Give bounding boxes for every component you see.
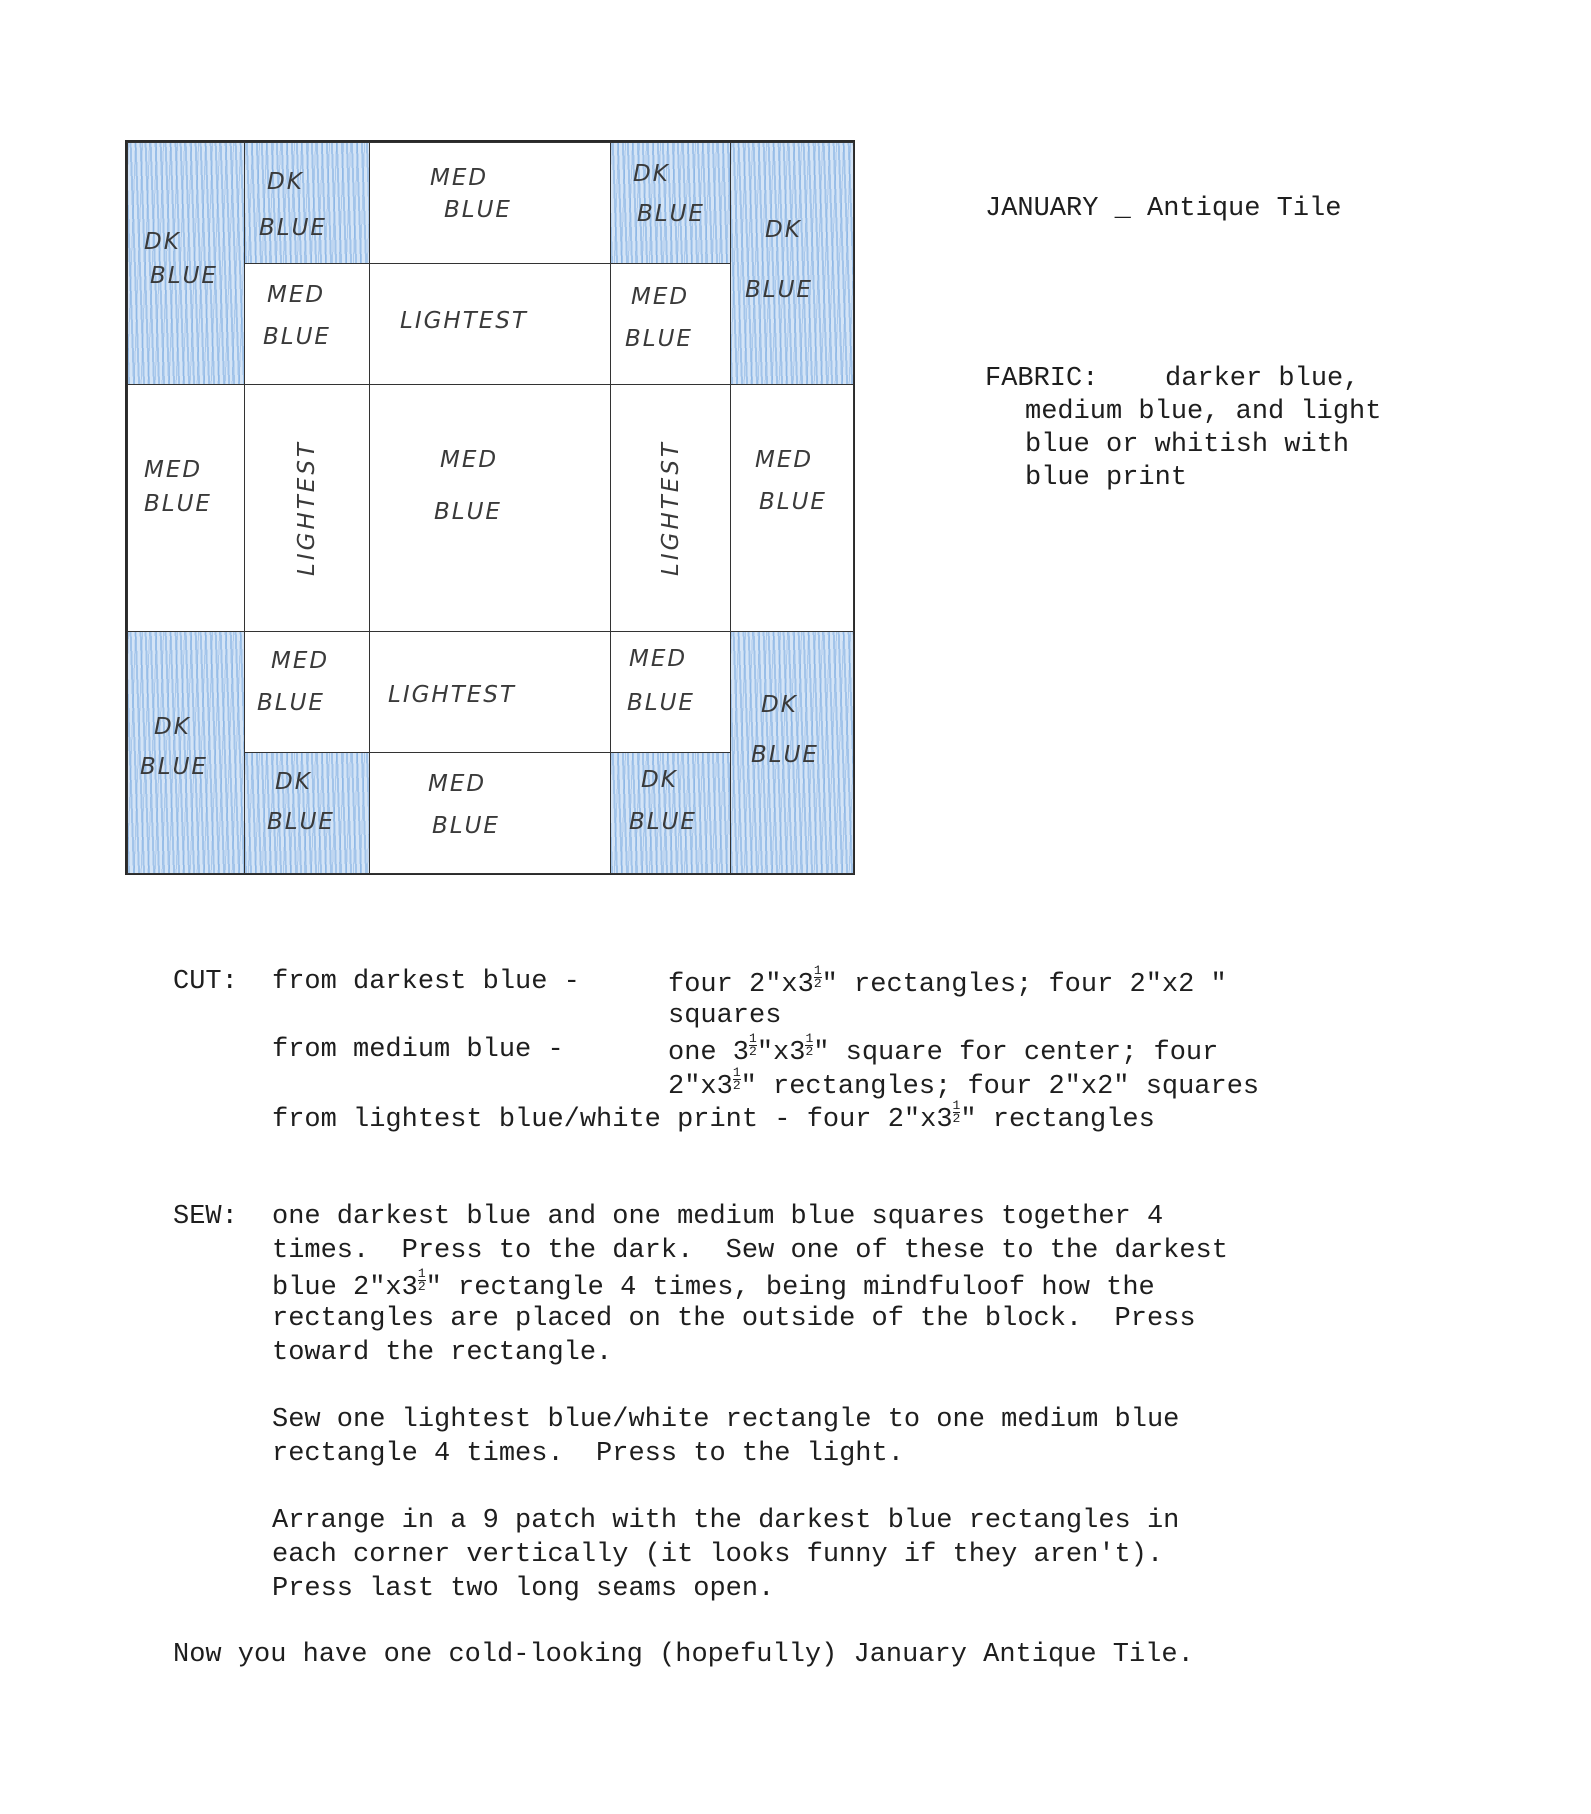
label-dk: DK (761, 692, 798, 718)
label-med: MED (629, 646, 688, 672)
label-blue: BLUE (144, 491, 212, 517)
quilt-block-diagram (125, 140, 855, 875)
med-rect-right (730, 384, 854, 632)
label-blue: BLUE (759, 489, 827, 515)
cut-text: one 3 (668, 1038, 750, 1068)
label-blue: BLUE (629, 809, 697, 835)
cut-text: four 2"x3 (806, 1105, 953, 1135)
fabric-line-1: darker blue, (1165, 364, 1360, 394)
fraction (814, 965, 822, 990)
cut-row-medium (272, 1033, 564, 1067)
page-title (985, 192, 1341, 226)
fabric-label: FABRIC: (985, 364, 1099, 394)
sew-text: blue 2"x3 (272, 1273, 418, 1303)
fraction-numerator: 1 (813, 963, 822, 978)
sew-p1-line-5: toward the rectangle. (272, 1338, 613, 1368)
sew-p3-line-1: Arrange in a 9 patch with the darkest blue rectangles in (272, 1506, 1180, 1536)
corner-rect-bottom-left (127, 631, 245, 874)
fabric-line-4: blue print (1025, 463, 1188, 493)
center-square (369, 384, 611, 632)
label-blue: BLUE (751, 742, 819, 768)
lightest-rect-top (369, 263, 611, 385)
label-med: MED (267, 282, 326, 308)
cut-row-lightest (272, 1100, 1155, 1137)
label-med: MED (430, 165, 489, 191)
label-dk: DK (633, 161, 670, 187)
sew-p3-line-3: Press last two long seams open. (272, 1574, 775, 1604)
sew-p1-line-2: times. Press to the dark. Sew one of these to the darkest (272, 1236, 1228, 1266)
lightest-rect-left (244, 384, 370, 632)
title-month: JANUARY (985, 194, 1099, 224)
sew-p1-line-3 (272, 1268, 1155, 1305)
cut-text: four 2"x3 (668, 970, 814, 1000)
fraction-denominator: 2 (805, 1044, 814, 1059)
cut-label: CUT: (173, 967, 238, 997)
lightest-rect-right (610, 384, 731, 632)
fraction-numerator: 1 (952, 1098, 961, 1113)
sew-p1-line-4: rectangles are placed on the outside of the block. Press (272, 1304, 1196, 1334)
med-rect-bottom (369, 752, 611, 874)
sew-label: SEW: (173, 1202, 238, 1232)
cut-row-medium-detail (668, 1033, 1218, 1070)
label-lightest: LIGHTEST (400, 308, 528, 334)
lightest-rect-bottom (369, 631, 611, 753)
title-separator: _ (1114, 194, 1131, 224)
label-blue: BLUE (257, 690, 325, 716)
label-med: MED (440, 447, 499, 473)
label-blue: BLUE (434, 499, 502, 525)
label-blue: BLUE (267, 809, 335, 835)
label-dk: DK (267, 169, 304, 195)
med-rect-left (127, 384, 245, 632)
cut-dash: - (774, 1105, 791, 1135)
label-lightest-vertical: LIGHTEST (657, 440, 684, 576)
corner-square-top-right (610, 142, 731, 264)
label-blue: BLUE (259, 215, 327, 241)
cut-source: from darkest blue (272, 967, 548, 997)
cut-dash: - (563, 967, 580, 997)
closing-sentence: Now you have one cold-looking (hopefully) January Antique Tile. (173, 1640, 1194, 1670)
sew-text: " rectangle 4 times, being mindfuloof how the (425, 1273, 1155, 1303)
fraction (749, 1033, 757, 1058)
label-blue: BLUE (150, 263, 218, 289)
fraction-numerator: 1 (417, 1266, 426, 1281)
cut-text: " rectangles; four 2"x2" squares (740, 1072, 1260, 1102)
med-square-upper-left (244, 263, 370, 385)
sew-p2-line-1: Sew one lightest blue/white rectangle to one medium blue (272, 1405, 1180, 1435)
fraction-denominator: 2 (952, 1111, 961, 1126)
fraction-denominator: 2 (417, 1279, 426, 1294)
label-blue: BLUE (432, 813, 500, 839)
sew-p2-line-2: rectangle 4 times. Press to the light. (272, 1439, 904, 1469)
label-lightest-vertical: LIGHTEST (294, 440, 320, 576)
fraction-denominator: 2 (813, 976, 822, 991)
fabric-line-3: blue or whitish with (1025, 430, 1350, 460)
fabric-line-2: medium blue, and light (1025, 397, 1382, 427)
corner-square-bottom-right (610, 752, 731, 874)
label-med: MED (755, 447, 814, 473)
label-dk: DK (144, 229, 181, 255)
corner-rect-bottom-right (730, 631, 854, 874)
corner-square-top-left (244, 142, 370, 264)
label-blue: BLUE (140, 754, 208, 780)
fraction-numerator: 1 (805, 1031, 814, 1046)
label-dk: DK (275, 769, 312, 795)
corner-rect-top-left (127, 142, 245, 385)
fraction-denominator: 2 (732, 1078, 741, 1093)
label-blue: BLUE (625, 326, 693, 352)
cut-row-darkest-detail (668, 965, 1227, 1002)
label-blue: BLUE (627, 690, 695, 716)
label-blue: BLUE (444, 197, 512, 223)
med-square-lower-left (244, 631, 370, 753)
cut-text: "x3 (756, 1038, 806, 1068)
fraction-numerator: 1 (749, 1031, 757, 1046)
cut-text: 2"x3 (668, 1072, 733, 1102)
sew-p1-line-1: one darkest blue and one medium blue squares together 4 (272, 1202, 1164, 1232)
corner-square-bottom-left (244, 752, 370, 874)
fraction (418, 1268, 426, 1293)
med-square-lower-right (610, 631, 731, 753)
label-dk: DK (641, 767, 678, 793)
cut-row-darkest (272, 965, 580, 999)
fraction (733, 1067, 741, 1092)
label-blue: BLUE (637, 201, 705, 227)
cut-dash: - (547, 1035, 564, 1065)
cut-row-medium-cont (668, 1067, 1259, 1104)
corner-rect-top-right (730, 142, 854, 385)
label-med: MED (271, 648, 330, 674)
label-dk: DK (154, 714, 191, 740)
label-dk: DK (765, 217, 802, 243)
title-pattern: Antique Tile (1147, 194, 1342, 224)
label-med: MED (631, 284, 690, 310)
cut-source: from medium blue (272, 1035, 532, 1065)
fraction-denominator: 2 (749, 1044, 757, 1059)
label-lightest: LIGHTEST (388, 682, 516, 708)
cut-text: " rectangles (960, 1105, 1155, 1135)
label-med: MED (428, 771, 487, 797)
cut-text: " square for center; four (813, 1038, 1219, 1068)
med-rect-top (369, 142, 611, 264)
cut-text: " rectangles; four 2"x2 " (821, 970, 1227, 1000)
label-blue: BLUE (745, 277, 813, 303)
label-blue: BLUE (263, 324, 331, 350)
cut-row-darkest-cont: squares (668, 1001, 782, 1031)
sew-p3-line-2: each corner vertically (it looks funny if they aren't). (272, 1540, 1164, 1570)
fraction-numerator: 1 (732, 1065, 741, 1080)
label-med: MED (144, 457, 203, 483)
cut-source: from lightest blue/white print (272, 1105, 759, 1135)
med-square-upper-right (610, 263, 731, 385)
